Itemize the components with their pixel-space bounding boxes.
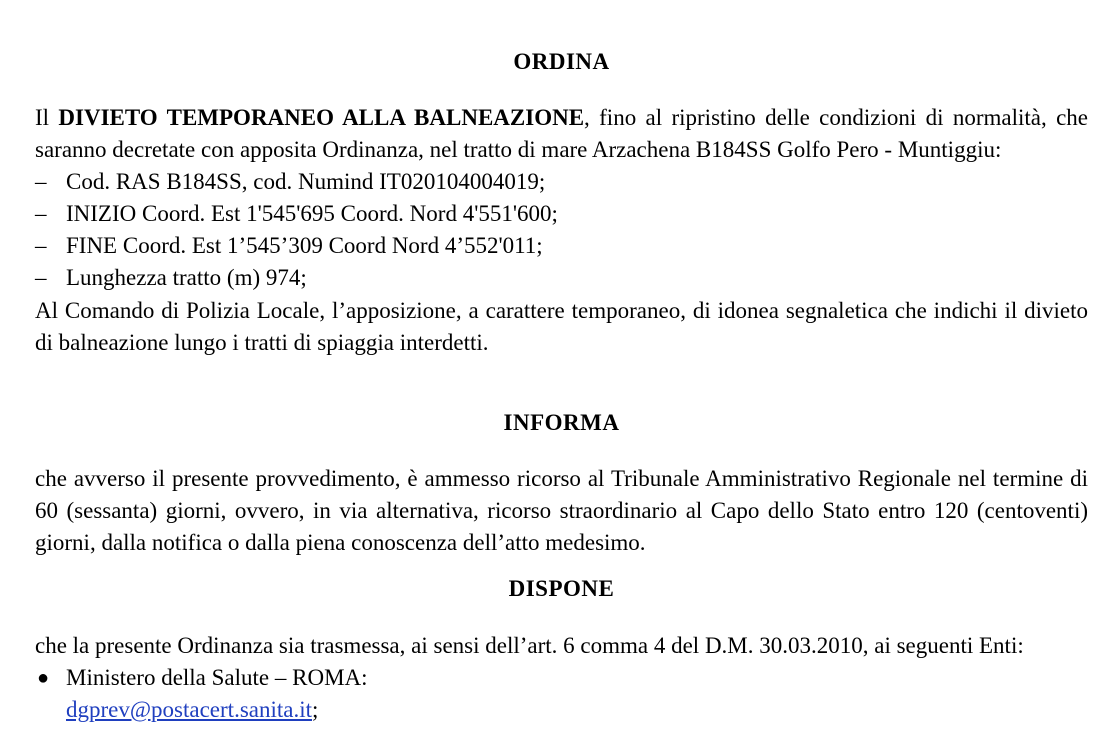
list-item-email <box>35 694 1088 726</box>
dispone-paragraph: che la presente Ordinanza sia trasmessa, ai sensi dell’art. 6 comma 4 del D.M. 30.03.2010, ai seguenti Enti: <box>35 633 1024 658</box>
email-suffix: ; <box>312 697 319 722</box>
section-ordina <box>35 102 1088 359</box>
heading-ordina: ORDINA <box>513 49 610 74</box>
email-link[interactable]: dgprev@postacert.sanita.it <box>66 697 312 722</box>
list-item <box>35 198 1088 230</box>
section-dispone <box>35 630 1088 726</box>
ordina-paragraph-polizia: Al Comando di Polizia Locale, l’apposizione, a carattere temporaneo, di idonea segnaletica che indichi il divieto di balneazione lungo i tratti di spiaggia interdetti. <box>35 298 1088 355</box>
list-item-text: INIZIO Coord. Est 1'545'695 Coord. Nord 4'551'600; <box>66 201 558 226</box>
bullet-marker: ● <box>37 667 50 689</box>
coordinates-list <box>35 166 1088 294</box>
dash-marker: – <box>35 201 47 226</box>
dash-marker: – <box>35 169 47 194</box>
section-informa <box>35 463 1088 559</box>
list-item-text: Ministero della Salute – ROMA: <box>66 665 368 690</box>
list-item <box>35 230 1088 262</box>
ordina-paragraph-divieto <box>35 102 1088 166</box>
dash-marker: – <box>35 265 47 290</box>
list-item-text: FINE Coord. Est 1’545’309 Coord Nord 4’552'011; <box>66 233 543 258</box>
ordina-prefix: Il <box>35 105 59 130</box>
enti-list <box>35 662 1088 726</box>
list-item <box>35 262 1088 294</box>
list-item-text: Lunghezza tratto (m) 974; <box>66 265 307 290</box>
informa-paragraph: che avverso il presente provvedimento, è ammesso ricorso al Tribunale Amministrativo Regionale nel termine di 60 (sessanta) giorni, ovvero, in via alternativa, ricorso straordinario al Capo dello Stato entro 120 (centoventi) giorni, dalla notifica o dalla piena conoscenza dell’atto medesimo. <box>35 466 1088 555</box>
ordina-divieto-rest: , fino al ripristino delle condizioni di normalità, che saranno decretate con apposita Ordinanza, nel tratto di mare Arzachena B184SS Golfo Pero - Muntiggiu: <box>35 105 1088 162</box>
list-item-text: Cod. RAS B184SS, cod. Numind IT020104004019; <box>66 169 546 194</box>
heading-informa: INFORMA <box>503 410 620 435</box>
list-item <box>35 662 1088 694</box>
ordina-divieto-bold: DIVIETO TEMPORANEO ALLA BALNEAZIONE <box>58 105 585 130</box>
list-item <box>35 166 1088 198</box>
heading-dispone: DISPONE <box>508 576 615 601</box>
dash-marker: – <box>35 233 47 258</box>
